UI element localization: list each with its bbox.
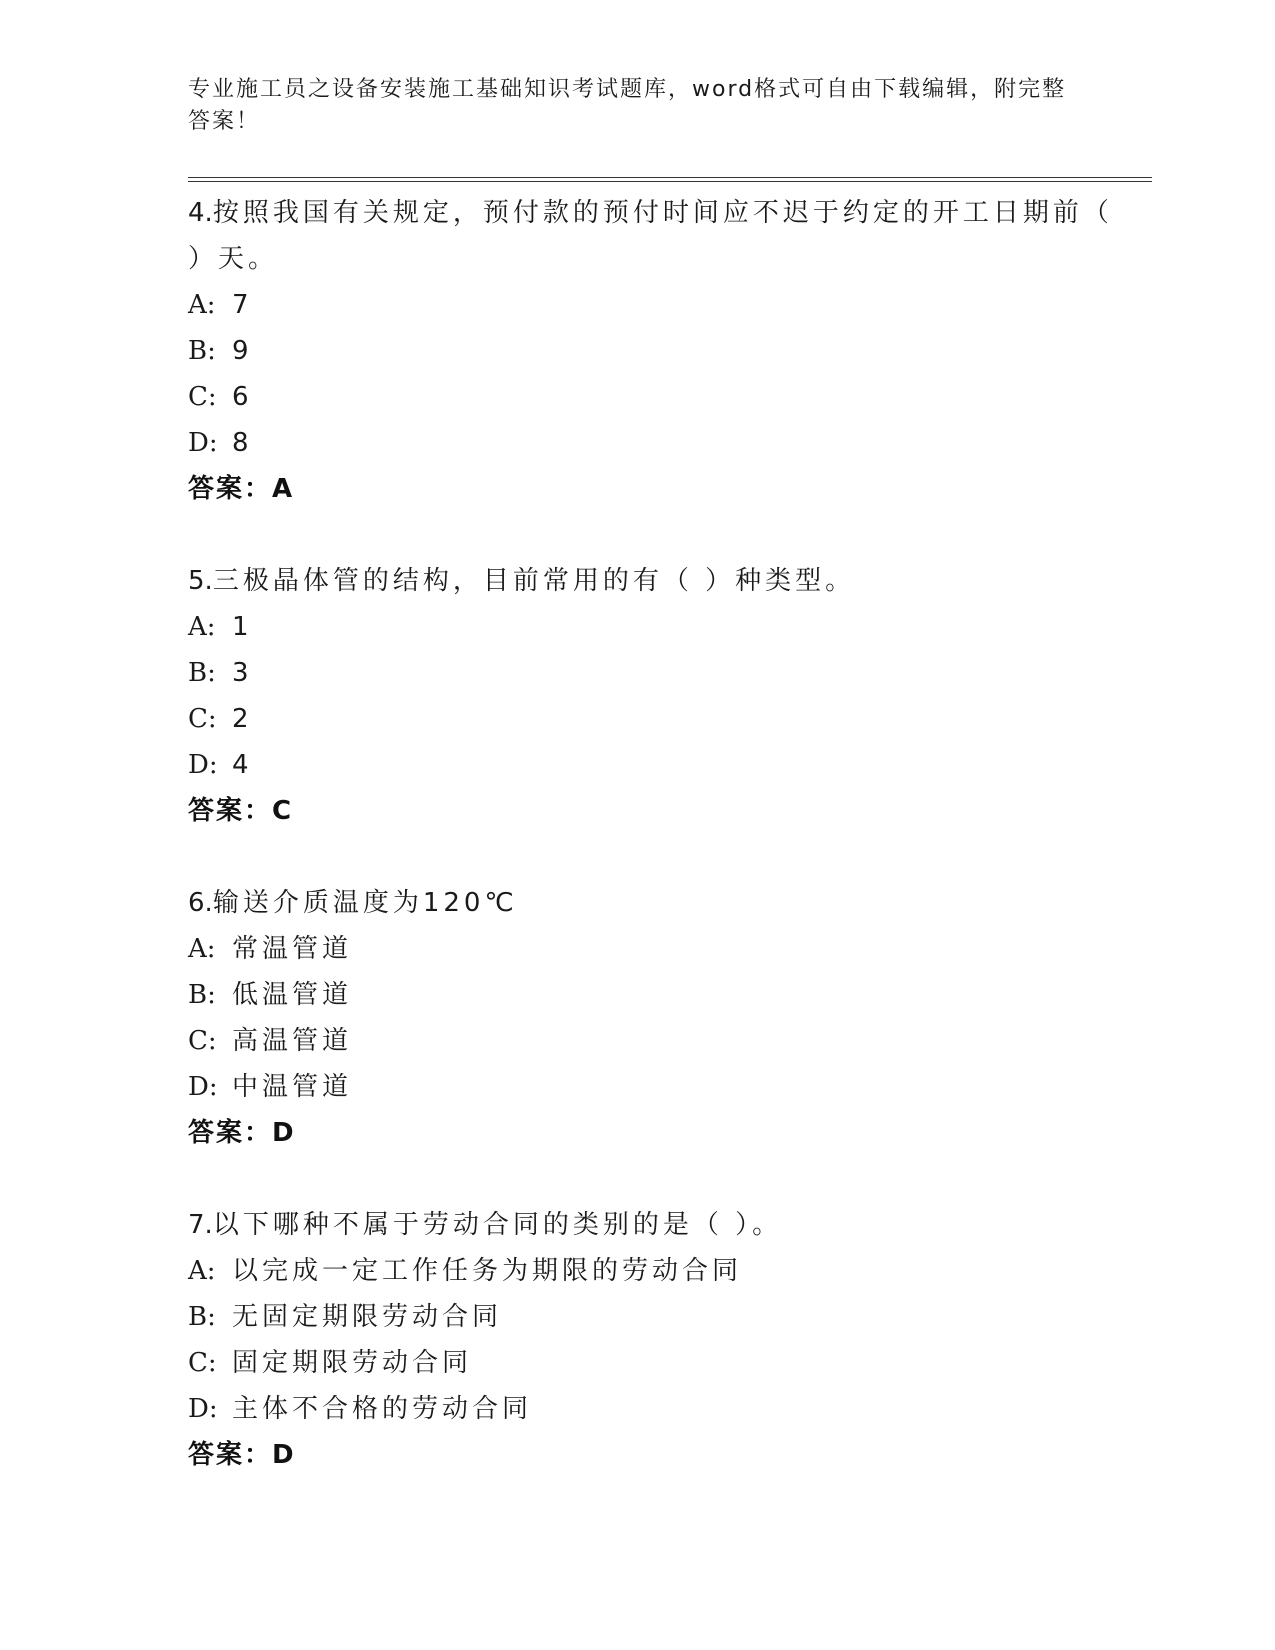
option-d — [188, 420, 1138, 466]
option-key: D: — [188, 750, 218, 780]
option-text: 无固定期限劳动合同 — [232, 1302, 503, 1332]
question-text: 以下哪种不属于劳动合同的类别的是（ ）。 — [212, 1210, 783, 1240]
option-key: A: — [188, 612, 216, 642]
option-text: 2 — [232, 704, 253, 734]
option-d — [188, 742, 1138, 788]
option-text: 常温管道 — [232, 934, 353, 964]
question-number: 6. — [188, 888, 213, 918]
option-b — [188, 972, 1138, 1018]
question-list — [188, 190, 1138, 1524]
option-text: 8 — [232, 428, 253, 458]
option-b — [188, 328, 1138, 374]
option-c — [188, 696, 1138, 742]
option-c — [188, 1018, 1138, 1064]
question-stem — [188, 880, 1138, 926]
option-key: A: — [188, 934, 216, 964]
question-stem — [188, 190, 1138, 282]
question-7 — [188, 1202, 1138, 1478]
option-key: D: — [188, 1072, 218, 1102]
header-divider-bottom — [188, 181, 1152, 182]
option-key: D: — [188, 428, 218, 458]
option-key: B: — [188, 1302, 216, 1332]
option-text: 高温管道 — [232, 1026, 353, 1056]
question-text: 按照我国有关规定，预付款的预付时间应不迟于约定的开工日期前（ ）天。 — [188, 198, 1113, 274]
option-text: 主体不合格的劳动合同 — [232, 1394, 533, 1424]
option-a — [188, 604, 1138, 650]
option-key: C: — [188, 1026, 217, 1056]
option-key: C: — [188, 704, 217, 734]
option-d — [188, 1386, 1138, 1432]
document-header: 专业施工员之设备安装施工基础知识考试题库，word格式可自由下载编辑，附完整答案！ — [188, 77, 1067, 134]
question-4 — [188, 190, 1138, 512]
answer-line: 答案：C — [188, 796, 294, 826]
option-text: 3 — [232, 658, 253, 688]
question-5 — [188, 558, 1138, 834]
option-key: A: — [188, 1256, 216, 1286]
option-text: 中温管道 — [232, 1072, 353, 1102]
option-b — [188, 650, 1138, 696]
answer-line: 答案：D — [188, 1440, 296, 1470]
option-key: C: — [188, 1348, 217, 1378]
question-stem — [188, 558, 1138, 604]
question-stem — [188, 1202, 1138, 1248]
option-a — [188, 926, 1138, 972]
option-a — [188, 1248, 1138, 1294]
option-text: 4 — [232, 750, 253, 780]
option-text: 固定期限劳动合同 — [232, 1348, 473, 1378]
option-a — [188, 282, 1138, 328]
option-key: B: — [188, 336, 216, 366]
question-number: 4. — [188, 198, 213, 228]
option-text: 1 — [232, 612, 253, 642]
option-key: B: — [188, 980, 216, 1010]
option-c — [188, 374, 1138, 420]
option-text: 以完成一定工作任务为期限的劳动合同 — [232, 1256, 743, 1286]
option-b — [188, 1294, 1138, 1340]
answer-line: 答案：A — [188, 474, 295, 504]
option-text: 7 — [232, 290, 253, 320]
option-key: C: — [188, 382, 217, 412]
option-text: 6 — [232, 382, 253, 412]
option-key: B: — [188, 658, 216, 688]
option-d — [188, 1064, 1138, 1110]
question-number: 7. — [188, 1210, 213, 1240]
answer-line: 答案：D — [188, 1118, 296, 1148]
question-number: 5. — [188, 566, 213, 596]
question-text: 输送介质温度为120℃ — [212, 888, 518, 918]
question-6 — [188, 880, 1138, 1156]
question-text: 三极晶体管的结构，目前常用的有（ ）种类型。 — [212, 566, 856, 596]
header-divider-top — [188, 177, 1152, 178]
option-key: D: — [188, 1394, 218, 1424]
option-c — [188, 1340, 1138, 1386]
option-key: A: — [188, 290, 216, 320]
option-text: 低温管道 — [232, 980, 353, 1010]
option-text: 9 — [232, 336, 253, 366]
